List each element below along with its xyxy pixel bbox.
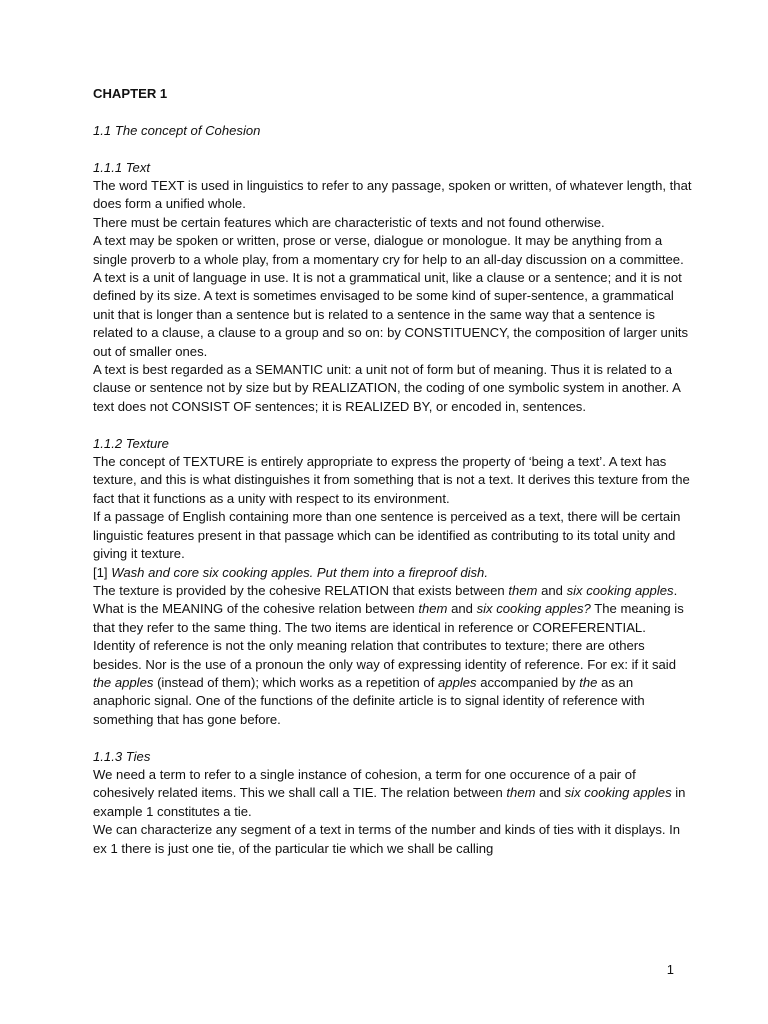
paragraph (93, 766, 693, 821)
text-run: Identity of reference is not the only meaning relation that contributes to texture; there are others besides. Nor is the use of a pronoun the only way of expressing identity of reference. For ex: if it said (93, 638, 676, 672)
subsection-heading-text: 1.1.1 Text (93, 159, 151, 175)
italic-run: six cooking apples (564, 785, 672, 801)
paragraph: If a passage of English containing more than one sentence is perceived as a text, there will be certain linguistic features present in that passage which can be identified as contributing to its total unity and giving it texture. (93, 509, 681, 562)
paragraph (93, 600, 693, 637)
text-run: We need a term to refer to a single instance of cohesion, a term for one occurence of a pair of cohesively related items. This we shall call a TIE. The relation between (93, 766, 636, 801)
example-line (93, 564, 693, 582)
subsection-heading-texture: 1.1.2 Texture (93, 435, 169, 451)
text-run: and (537, 582, 567, 598)
paragraph: There must be certain features which are characteristic of texts and not found otherwise. (93, 214, 605, 230)
italic-run: apples (438, 674, 477, 690)
italic-run: them (506, 785, 536, 801)
paragraph (93, 582, 693, 600)
paragraph: The concept of TEXTURE is entirely appropriate to express the property of ‘being a text’. A text has texture, and this is what distinguishes it from something that is not a text. It derives this texture from the fact that it functions as a unity with respect to its environment. (93, 454, 690, 506)
paragraph: A text may be spoken or written, prose or verse, dialogue or monologue. It may be anything from a single proverb to a whole play, from a momentary cry for help to an all-day discussion on a committee. (93, 233, 684, 267)
italic-run: six cooking apples (566, 582, 674, 598)
italic-run: them (418, 601, 448, 617)
chapter-title: CHAPTER 1 (93, 86, 168, 101)
italic-run: the (579, 674, 598, 690)
text-run: (instead of them); which works as a repetition of (153, 674, 438, 690)
example-text: Wash and core six cooking apples. Put them into a fireproof dish. (111, 564, 488, 580)
italic-run: six cooking apples? (476, 601, 591, 617)
text-run: The meaning is that they refer to the same thing. The two items are identical in reference or COREFERENTIAL. (93, 601, 684, 635)
section-heading: 1.1 The concept of Cohesion (93, 122, 261, 138)
page-number: 1 (666, 962, 674, 977)
paragraph: The word TEXT is used in linguistics to refer to any passage, spoken or written, of whatever length, that does form a unified whole. (93, 178, 692, 212)
text-run: and (447, 601, 477, 617)
paragraph (93, 637, 693, 729)
italic-run: the apples (93, 674, 154, 690)
paragraph: A text is a unit of language in use. It is not a grammatical unit, like a clause or a sentence; and it is not defined by its size. A text is sometimes envisaged to be some kind of super-sentence, a grammatical unit that is longer than a sentence but is related to a sentence in the same way that a sentence is related to a clause, a clause to a group and so on: by CONSTITUENCY, the composition of larger units out of smaller ones. (93, 270, 689, 359)
italic-run: them (508, 582, 538, 598)
paragraph: A text is best regarded as a SEMANTIC unit: a unit not of form but of meaning. Thus it is related to a clause or sentence not by size but by REALIZATION, the coding of one symbolic system in another. A text does not CONSIST OF sentences; it is REALIZED BY, or encoded in, sentences. (93, 362, 681, 414)
subsection-heading-ties: 1.1.3 Ties (93, 748, 151, 764)
text-run: and (535, 785, 565, 801)
text-run: The texture is provided by the cohesive RELATION that exists between (93, 582, 509, 598)
example-label: [1] (93, 564, 112, 580)
text-run: . (673, 582, 678, 598)
text-run: as an anaphoric signal. One of the functions of the definite article is to signal identity of reference with something that has gone before. (93, 674, 645, 727)
paragraph: We can characterize any segment of a text in terms of the number and kinds of ties with it displays. In ex 1 there is just one tie, of the particular tie which we shall be calling (93, 822, 681, 856)
page-content (93, 85, 693, 858)
text-run: in example 1 constitutes a tie. (93, 785, 686, 819)
text-run: accompanied by (476, 674, 580, 690)
text-run: What is the MEANING of the cohesive relation between (93, 601, 419, 617)
